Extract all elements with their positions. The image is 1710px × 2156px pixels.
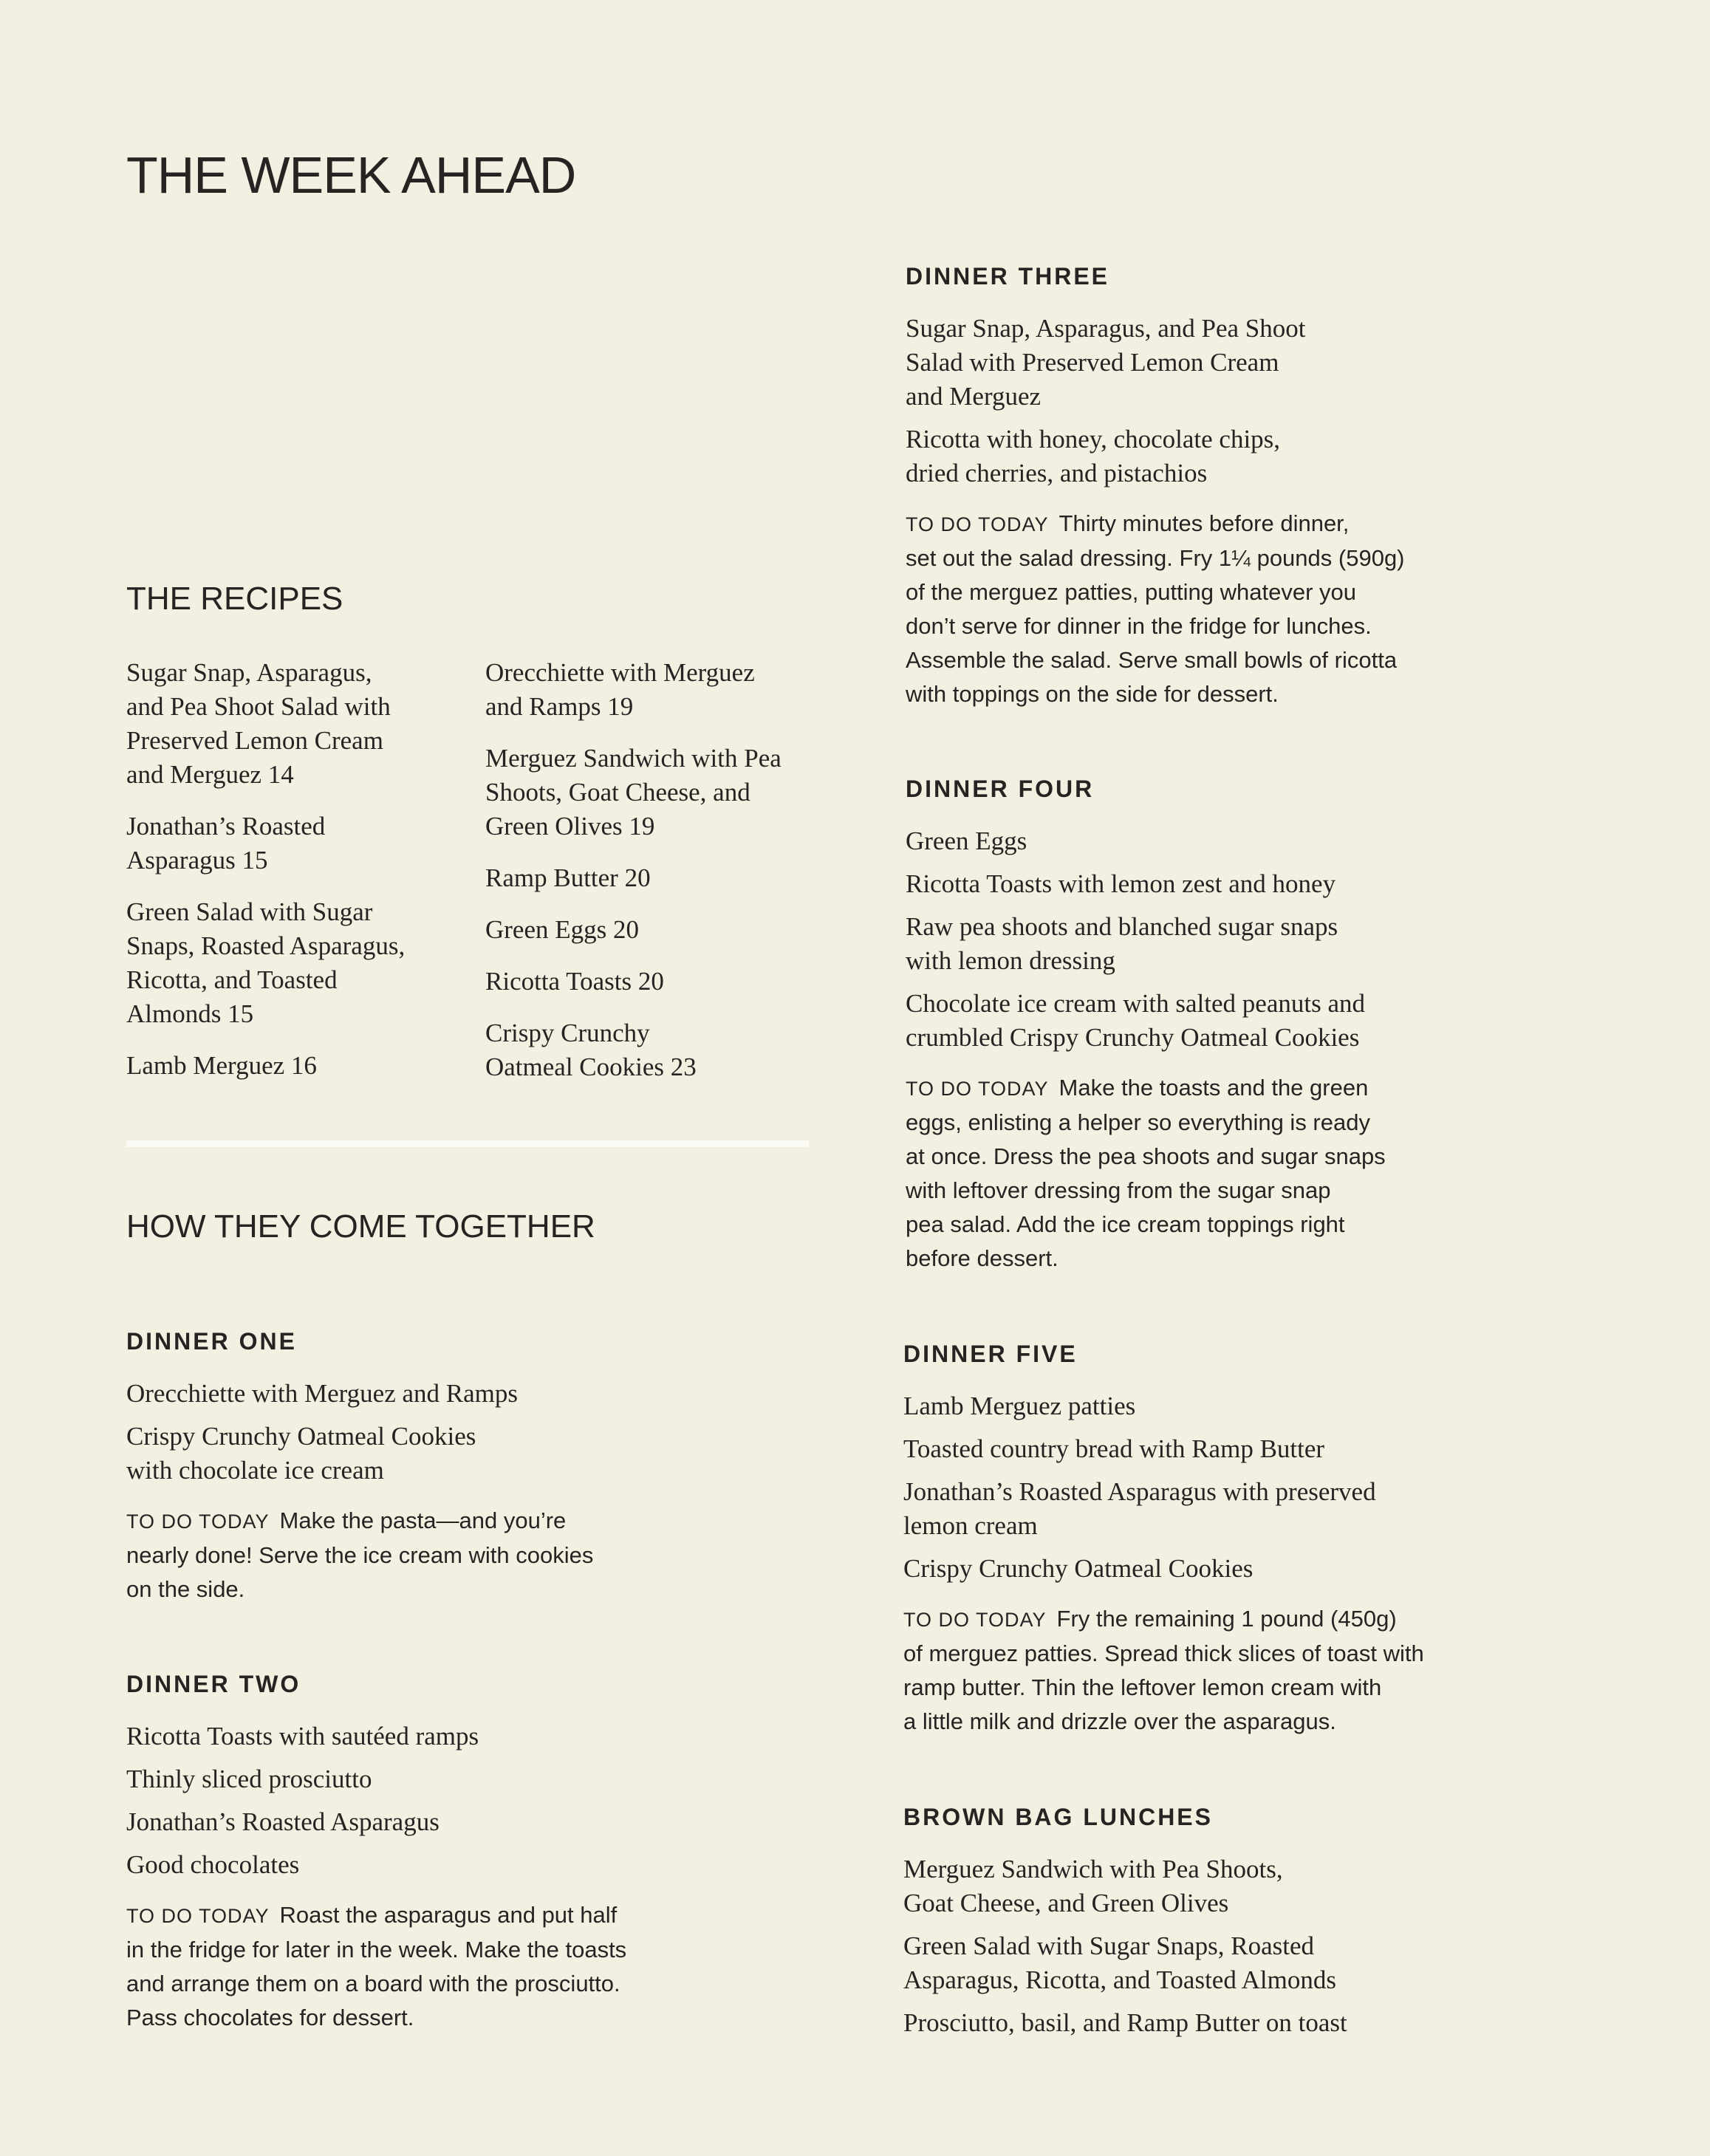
recipe-line: and Ramps 19: [485, 692, 634, 721]
todo-line: [906, 1071, 1511, 1106]
menu-item-line: and Merguez: [906, 382, 1042, 411]
recipe-entry: [126, 895, 473, 1031]
menu-item-line: Raw pea shoots and blanched sugar snaps: [906, 912, 1338, 941]
todo-line: [126, 2001, 732, 2035]
todo-label: TO DO TODAY: [126, 1510, 270, 1533]
menu-item-line: Ricotta Toasts with lemon zest and honey: [906, 869, 1336, 898]
section-heading: DINNER FOUR: [906, 776, 1095, 802]
recipe-line: Preserved Lemon Cream: [126, 726, 383, 755]
todo-text: Make the toasts and the green: [1059, 1075, 1369, 1101]
menu-item-line: with lemon dressing: [906, 946, 1115, 975]
todo-line: [906, 643, 1511, 677]
recipe-line: Almonds 15: [126, 999, 254, 1028]
menu-item: [903, 1852, 1509, 1920]
recipe-line: Snaps, Roasted Asparagus,: [126, 931, 406, 960]
todo-text: Roast the asparagus and put half: [279, 1902, 618, 1928]
recipe-line: Jonathan’s Roasted: [126, 812, 326, 841]
todo-line: [906, 1106, 1511, 1140]
todo-text: eggs, enlisting a helper so everything is ready: [906, 1109, 1370, 1135]
menu-item: [126, 1762, 732, 1796]
recipe-line: Green Eggs 20: [485, 915, 640, 944]
recipe-line: Ricotta Toasts 20: [485, 967, 664, 996]
menu-item-line: Salad with Preserved Lemon Cream: [906, 348, 1279, 377]
section-dinner-one: [126, 1327, 732, 1606]
todo-line: [903, 1705, 1509, 1739]
todo-text: Thirty minutes before dinner,: [1059, 510, 1350, 536]
todo-line: [126, 1539, 732, 1572]
todo-text: on the side.: [126, 1576, 245, 1602]
menu-item-line: Asparagus, Ricotta, and Toasted Almonds: [903, 1965, 1336, 1994]
todo-line: [906, 1208, 1511, 1242]
todo-line: [906, 609, 1511, 643]
todo-line: [906, 677, 1511, 711]
menu-item: [903, 1552, 1509, 1586]
recipe-line: Crispy Crunchy: [485, 1019, 650, 1047]
todo-text: nearly done! Serve the ice cream with cookies: [126, 1542, 594, 1568]
menu-item: [126, 1848, 732, 1882]
menu-item: [126, 1805, 732, 1839]
section-heading: BROWN BAG LUNCHES: [903, 1804, 1213, 1830]
todo-text: a little milk and drizzle over the asparagus.: [903, 1708, 1336, 1734]
todo-line: [126, 1967, 732, 2001]
todo-text: with toppings on the side for dessert.: [906, 681, 1279, 707]
recipe-line: Merguez Sandwich with Pea: [485, 744, 782, 773]
todo-note: [126, 1504, 732, 1606]
todo-note: [906, 1071, 1511, 1276]
recipe-entry: [126, 1049, 473, 1083]
todo-line: [906, 1242, 1511, 1276]
todo-text: at once. Dress the pea shoots and sugar snaps: [906, 1143, 1386, 1169]
todo-line: [906, 1174, 1511, 1208]
section-brown-bag-lunches: [903, 1802, 1509, 2049]
menu-item-line: with chocolate ice cream: [126, 1456, 384, 1485]
menu-item: [906, 824, 1511, 858]
menu-item-line: lemon cream: [903, 1511, 1038, 1540]
section-heading: DINNER THREE: [906, 263, 1110, 290]
section-heading: DINNER FIVE: [903, 1341, 1078, 1367]
menu-item-line: Chocolate ice cream with salted peanuts and: [906, 989, 1365, 1018]
todo-line: [126, 1504, 732, 1539]
divider: [126, 1140, 809, 1147]
todo-line: [903, 1637, 1509, 1671]
menu-item-line: Crispy Crunchy Oatmeal Cookies: [126, 1422, 476, 1451]
recipe-entry: [126, 656, 473, 792]
menu-item-line: Prosciutto, basil, and Ramp Butter on toast: [903, 2008, 1347, 2037]
todo-line: [126, 1572, 732, 1606]
menu-item-line: Orecchiette with Merguez and Ramps: [126, 1379, 519, 1408]
menu-item-line: Sugar Snap, Asparagus, and Pea Shoot: [906, 314, 1306, 343]
menu-item: [126, 1377, 732, 1411]
recipes-heading: THE RECIPES: [126, 581, 343, 617]
recipe-line: and Merguez 14: [126, 760, 294, 789]
menu-item: [906, 910, 1511, 978]
todo-note: [126, 1898, 732, 2035]
todo-line: [903, 1602, 1509, 1637]
todo-text: with leftover dressing from the sugar snap: [906, 1177, 1331, 1203]
todo-label: TO DO TODAY: [906, 513, 1049, 535]
recipe-entry: [485, 913, 832, 947]
menu-item-line: Jonathan’s Roasted Asparagus: [126, 1807, 440, 1836]
recipe-line: Ramp Butter 20: [485, 863, 651, 892]
todo-text: set out the salad dressing. Fry 1¼ pounds (590g): [906, 545, 1405, 571]
recipe-line: Orecchiette with Merguez: [485, 658, 755, 687]
recipe-entry: [485, 656, 832, 724]
recipes-column-1: [126, 656, 473, 1101]
todo-line: [126, 1933, 732, 1967]
todo-note: [906, 507, 1511, 711]
todo-line: [906, 541, 1511, 575]
recipe-line: Asparagus 15: [126, 846, 268, 875]
recipe-line: Ricotta, and Toasted: [126, 965, 338, 994]
todo-text: of merguez patties. Spread thick slices of toast with: [903, 1640, 1424, 1666]
todo-text: Fry the remaining 1 pound (450g): [1056, 1606, 1397, 1632]
menu-item-line: Toasted country bread with Ramp Butter: [903, 1434, 1325, 1463]
recipe-line: Sugar Snap, Asparagus,: [126, 658, 372, 687]
section-dinner-four: [906, 774, 1511, 1276]
todo-text: Pass chocolates for dessert.: [126, 2005, 414, 2030]
menu-item-line: Lamb Merguez patties: [903, 1392, 1136, 1420]
menu-item: [903, 2006, 1509, 2040]
todo-line: [903, 1671, 1509, 1705]
recipe-line: Shoots, Goat Cheese, and: [485, 778, 750, 807]
section-heading: DINNER ONE: [126, 1328, 297, 1355]
todo-text: and arrange them on a board with the prosciutto.: [126, 1971, 620, 1996]
recipe-line: Lamb Merguez 16: [126, 1051, 317, 1080]
todo-label: TO DO TODAY: [126, 1905, 270, 1927]
menu-item: [906, 422, 1511, 490]
menu-item-line: Crispy Crunchy Oatmeal Cookies: [903, 1554, 1254, 1583]
recipe-line: Green Olives 19: [485, 812, 655, 841]
todo-text: Assemble the salad. Serve small bowls of ricotta: [906, 647, 1398, 673]
todo-label: TO DO TODAY: [903, 1609, 1047, 1631]
todo-text: don’t serve for dinner in the fridge for lunches.: [906, 613, 1372, 639]
todo-text: in the fridge for later in the week. Make the toasts: [126, 1937, 627, 1962]
section-dinner-three: [906, 261, 1511, 711]
recipe-line: and Pea Shoot Salad with: [126, 692, 391, 721]
menu-item: [903, 1432, 1509, 1466]
menu-item-line: Ricotta Toasts with sautéed ramps: [126, 1722, 479, 1751]
todo-text: Make the pasta—and you’re: [279, 1508, 567, 1533]
menu-item-line: Jonathan’s Roasted Asparagus with preserved: [903, 1477, 1376, 1506]
todo-text: before dessert.: [906, 1245, 1059, 1271]
menu-item-line: Goat Cheese, and Green Olives: [903, 1889, 1229, 1917]
todo-text: of the merguez patties, putting whatever you: [906, 579, 1357, 605]
todo-line: [906, 507, 1511, 541]
todo-text: ramp butter. Thin the leftover lemon cream with: [903, 1674, 1382, 1700]
recipe-entry: [485, 742, 832, 843]
section-heading: DINNER TWO: [126, 1671, 301, 1697]
recipe-line: Green Salad with Sugar: [126, 897, 373, 926]
menu-item: [906, 867, 1511, 901]
recipe-entry: [485, 1016, 832, 1084]
menu-item-line: Green Eggs: [906, 827, 1027, 855]
section-dinner-two: [126, 1669, 732, 2035]
todo-note: [903, 1602, 1509, 1739]
recipe-entry: [485, 965, 832, 999]
todo-line: [126, 1898, 732, 1933]
menu-item: [126, 1420, 732, 1488]
todo-label: TO DO TODAY: [906, 1078, 1049, 1100]
menu-item-line: Good chocolates: [126, 1850, 300, 1879]
todo-line: [906, 575, 1511, 609]
todo-line: [906, 1140, 1511, 1174]
menu-item: [903, 1389, 1509, 1423]
menu-item-line: Ricotta with honey, chocolate chips,: [906, 425, 1281, 454]
menu-item: [903, 1475, 1509, 1543]
todo-text: pea salad. Add the ice cream toppings right: [906, 1211, 1345, 1237]
recipe-entry: [126, 810, 473, 877]
menu-item: [126, 1719, 732, 1753]
menu-item-line: Thinly sliced prosciutto: [126, 1765, 372, 1793]
menu-item-line: Green Salad with Sugar Snaps, Roasted: [903, 1931, 1315, 1960]
recipe-entry: [485, 861, 832, 895]
together-heading: HOW THEY COME TOGETHER: [126, 1208, 595, 1245]
page-title: THE WEEK AHEAD: [126, 146, 576, 204]
menu-item-line: crumbled Crispy Crunchy Oatmeal Cookies: [906, 1023, 1360, 1052]
menu-item: [906, 312, 1511, 414]
menu-item: [903, 1929, 1509, 1997]
menu-item-line: Merguez Sandwich with Pea Shoots,: [903, 1855, 1283, 1883]
recipes-column-2: [485, 656, 832, 1102]
menu-item: [906, 987, 1511, 1055]
section-dinner-five: [903, 1339, 1509, 1739]
recipe-line: Oatmeal Cookies 23: [485, 1053, 697, 1081]
menu-item-line: dried cherries, and pistachios: [906, 459, 1208, 487]
